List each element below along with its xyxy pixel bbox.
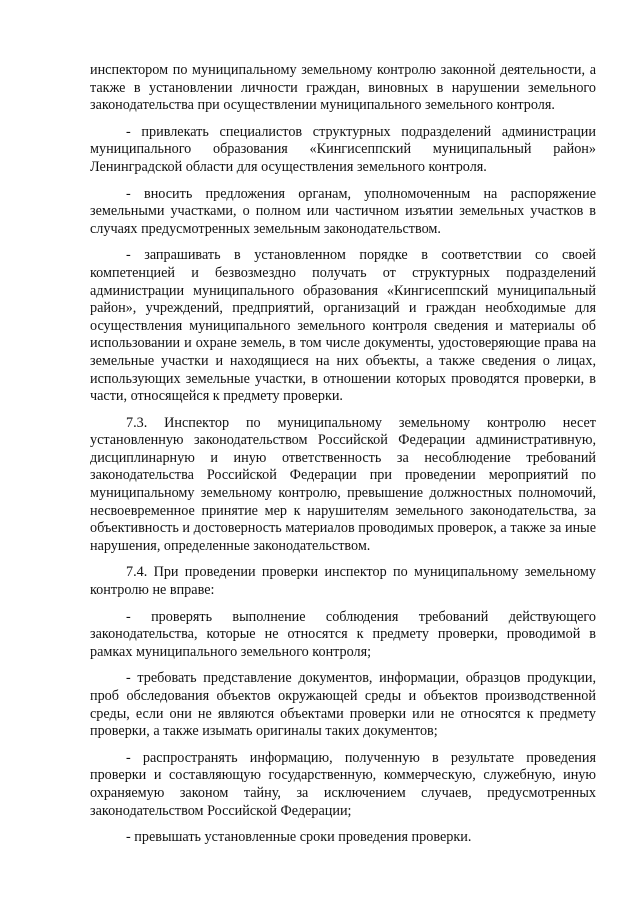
paragraph-submit-proposals: - вносить предложения органам, уполномоченным на распоряжение земельными участками, о полном или частичном изъятии земельных участков в случаях предусмотренных земельным законодательством. — [90, 185, 596, 237]
document-body — [90, 62, 596, 847]
paragraph-7-3-responsibility: 7.3. Инспектор по муниципальному земельному контролю несет установленную законодательством Российской Федерации административную, дисциплинарную и иную ответственность за несоблюдение требований законодательства Российской Федерации при проведении мероприятий по муниципальному земельному контролю, превышение должностных полномочий, несвоевременное принятие мер к нарушителям земельного законодательства, за объективность и достоверность материалов проводимых проверок, а также за иные нарушения, определенные законодательством. — [90, 414, 596, 554]
paragraph-prohibition-demand-documents: - требовать представление документов, информации, образцов продукции, проб обследования объектов окружающей среды и объектов производственной среды, если они не являются объектами проверки или не относятся к предмету проверки, а также изымать оригиналы таких документов; — [90, 670, 596, 740]
paragraph-prohibition-exceed-deadlines: - превышать установленные сроки проведения проверки. — [126, 829, 472, 846]
paragraph-7-4-prohibitions: 7.4. При проведении проверки инспектор по муниципальному земельному контролю не вправе: — [90, 564, 596, 599]
paragraph-involve-specialists: - привлекать специалистов структурных подразделений администрации муниципального образования «Кингисеппский муниципальный район» Ленинградской области для осуществления земельного контроля. — [90, 123, 596, 175]
paragraph-request-information: - запрашивать в установленном порядке в соответствии со своей компетенцией и безвозмездно получать от структурных подразделений администрации муниципального образования «Кингисеппский муниципальный район», учреждений, предприятий, организаций и граждан необходимые для осуществления муниципального земельного контроля сведения и материалы об использовании и охране земель, в том числе документы, удостоверяющие права на земельные участки и находящиеся на них объекты, а также сведения о лицах, использующих земельные участки, в отношении которых проводятся проверки, в части, относящейся к предмету проверки. — [90, 247, 596, 405]
paragraph-prohibition-check-requirements: - проверять выполнение соблюдения требований действующего законодательства, которые не относятся к предмету проверки, проводимой в рамках муниципального земельного контроля; — [90, 608, 596, 660]
paragraph-prohibition-disclose-information: - распространять информацию, полученную в результате проведения проверки и составляющую государственную, коммерческую, служебную, иную охраняемую законом тайну, за исключением случаев, предусмотренных законодательством Российской Федерации; — [90, 749, 596, 819]
paragraph-continuation: инспектором по муниципальному земельному контролю законной деятельности, а также в установлении личности граждан, виновных в нарушении земельного законодательства при осуществлении муниципального земельного контроля. — [90, 62, 596, 114]
